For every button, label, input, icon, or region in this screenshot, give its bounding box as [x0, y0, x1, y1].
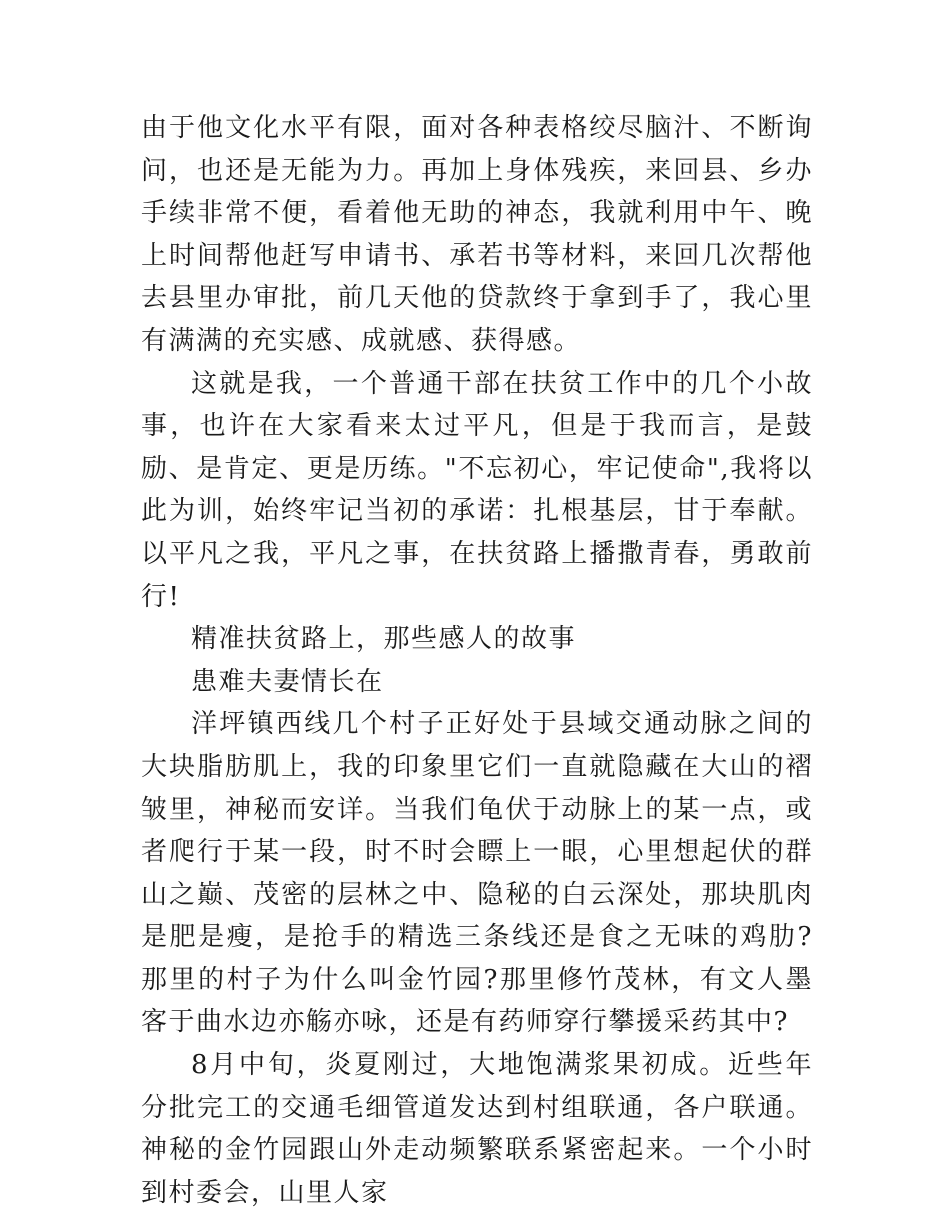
paragraph-1: 由于他文化水平有限，面对各种表格绞尽脑汁、不断询问，也还是无能为力。再加上身体残疾，来回县、乡办手续非常不便，看着他无助的神态，我就利用中午、晚上时间帮他赶写申请书、承若书等材料，来回几次帮他去县里办审批，前几天他的贷款终于拿到手了，我心里有满满的充实感、成就感、获得感。: [141, 113, 813, 356]
paragraph-4: 8月中旬，炎夏刚过，大地饱满浆果初成。近些年分批完工的交通毛细管道发达到村组联通，各户联通。神秘的金竹园跟山外走动频繁联系紧密起来。一个小时到村委会，山里人家: [141, 1050, 813, 1208]
section-heading-1: 精准扶贫路上，那些感人的故事: [191, 624, 577, 655]
section-heading-2: 患难夫妻情长在: [191, 666, 384, 697]
paragraph-3: 洋坪镇西线几个村子正好处于县域交通动脉之间的大块脂肪肌上，我的印象里它们一直就隐藏在大山的褶皱里，神秘而安详。当我们龟伏于动脉上的某一点，或者爬行于某一段，时不时会瞟上一眼，心里想起伏的群山之巅、茂密的层林之中、隐秘的白云深处，那块肌肉是肥是瘦，是抢手的精选三条线还是食之无味的鸡肋?那里的村子为什么叫金竹园?那里修竹茂林，有文人墨客于曲水边亦觞亦咏，还是有药师穿行攀援采药其中?: [141, 709, 813, 1038]
document-body: [141, 107, 813, 1214]
paragraph-2: 这就是我，一个普通干部在扶贫工作中的几个小故事，也许在大家看来太过平凡，但是于我而言，是鼓励、是肯定、更是历练。"不忘初心，牢记使命",我将以此为训，始终牢记当初的承诺：扎根基层，甘于奉献。以平凡之我，平凡之事，在扶贫路上播撒青春，勇敢前行!: [141, 368, 813, 612]
